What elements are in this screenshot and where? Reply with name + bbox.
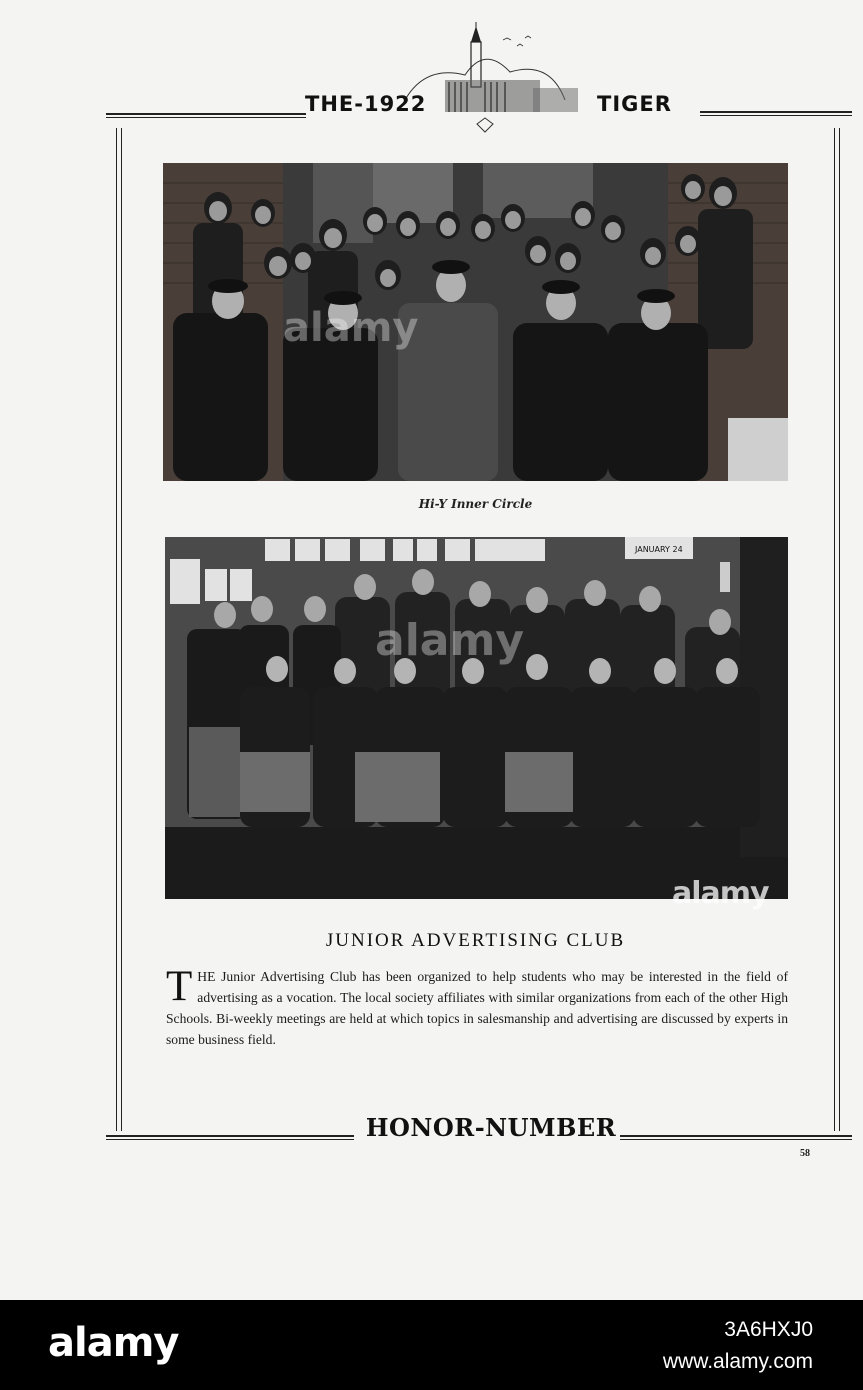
wall-calendar-text: JANUARY 24 (635, 545, 683, 554)
header-rule-left (106, 113, 306, 118)
drop-cap: T (166, 963, 193, 1010)
club-description-text: HE Junior Advertising Club has been organized to help students who may be interested in the field of advertising as a vocation. The local society affiliates with similar organizations from each of the other High Schools. Bi-weekly meetings are held at which topics in salesmanship and advertising are discussed by experts in some business field. (166, 969, 788, 1047)
frame-left-inner (121, 128, 122, 1131)
text-area-watermark: alamy (672, 876, 769, 911)
header-title-right: TIGER (597, 92, 672, 116)
alamy-url[interactable]: www.alamy.com (662, 1350, 813, 1373)
page-number: 58 (800, 1148, 810, 1159)
frame-right-inner (834, 128, 835, 1131)
club-description (166, 963, 788, 1050)
hi-y-caption: Hi-Y Inner Circle (418, 497, 533, 511)
frame-left-outer (116, 128, 117, 1131)
stock-banner (0, 1300, 863, 1390)
photo-bottom-watermark: alamy (375, 615, 524, 666)
footer-rule-left (106, 1135, 354, 1140)
junior-advertising-club-photo (165, 537, 788, 899)
yearbook-header-title (305, 92, 705, 120)
photo-top-watermark: alamy (283, 305, 419, 351)
footer-rule-right (620, 1135, 852, 1140)
header-rule-right (700, 111, 852, 116)
alamy-logo: alamy (48, 1320, 179, 1366)
frame-right-outer (839, 128, 840, 1131)
footer-title: HONOR-NUMBER (365, 1113, 617, 1142)
club-heading: JUNIOR ADVERTISING CLUB (325, 930, 626, 951)
header-title-left: THE-1922 (305, 92, 427, 116)
hi-y-group-photo (163, 163, 788, 481)
image-id: 3A6HXJ0 (724, 1318, 813, 1341)
school-building-emblem (385, 20, 585, 138)
